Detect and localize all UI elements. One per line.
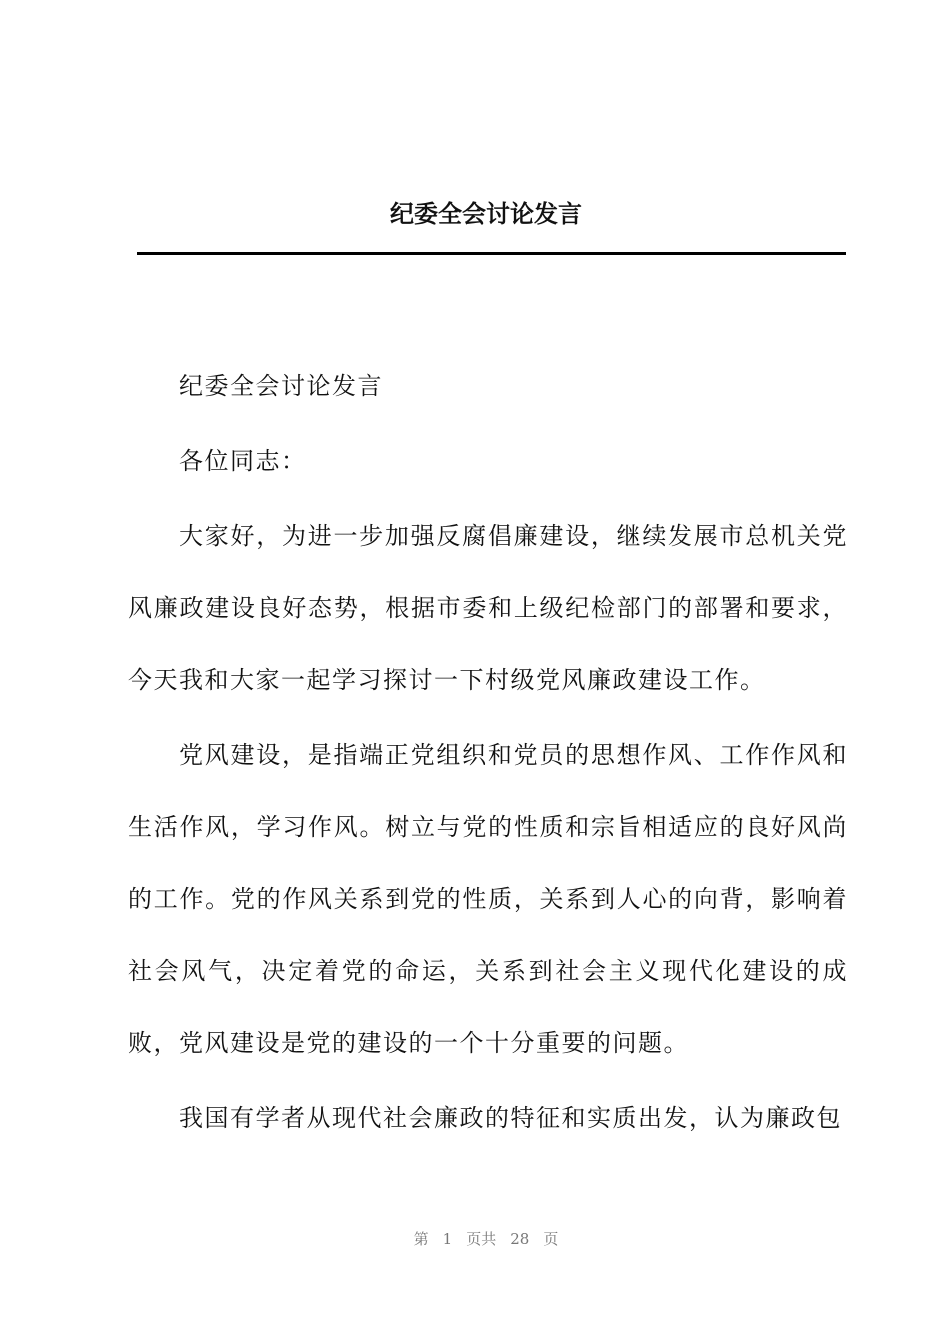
footer-page-number: 1 (442, 1230, 453, 1248)
document-body (128, 350, 848, 1157)
paragraph-opening: 大家好，为进一步加强反腐倡廉建设，继续发展市总机关党风廉政建设良好态势，根据市委和上级纪检部门的部署和要求，今天我和大家一起学习探讨一下村级党风廉政建设工作。 (128, 522, 848, 694)
paragraph-subtitle: 纪委全会讨论发言 (179, 372, 383, 400)
document-title: 纪委全会讨论发言 (390, 200, 582, 228)
paragraph-integrity: 我国有学者从现代社会廉政的特征和实质出发，认为廉政包 (179, 1104, 842, 1132)
page-footer (0, 1229, 950, 1249)
footer-page-prefix: 第 (413, 1230, 429, 1248)
paragraph-party-style: 党风建设，是指端正党组织和党员的思想作风、工作作风和生活作风，学习作风。树立与党的性质和宗旨相适应的良好风尚的工作。党的作风关系到党的性质，关系到人心的向背，影响着社会风气，决定着党的命运，关系到社会主义现代化建设的成败，党风建设是党的建设的一个十分重要的问题。 (128, 741, 848, 1057)
paragraph-salutation: 各位同志： (179, 447, 307, 475)
footer-page-total: 28 (510, 1230, 530, 1248)
title-underline (137, 252, 846, 255)
footer-page-middle: 页共 (466, 1230, 497, 1248)
footer-page-suffix: 页 (543, 1230, 559, 1248)
